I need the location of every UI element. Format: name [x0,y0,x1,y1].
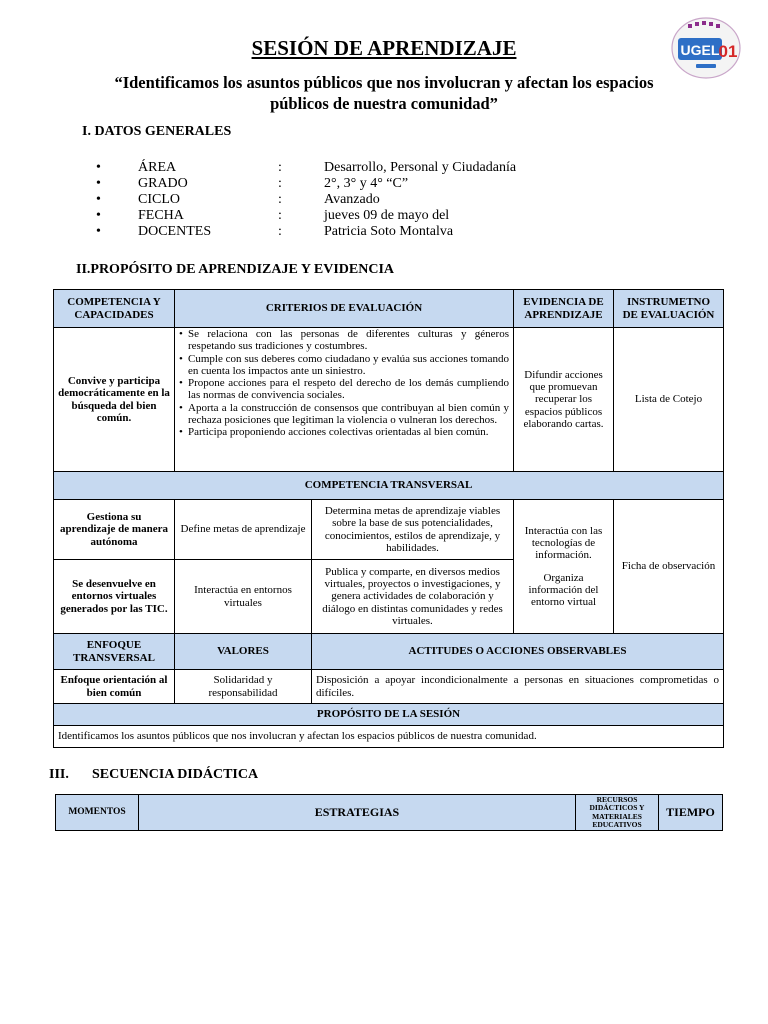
transversal-instrumento-cell: Ficha de observación [614,500,724,634]
datos-separator: : [278,192,282,207]
datos-value: 2°, 3° y 4° “C” [324,176,409,191]
header-instrumento: INSTRUMETNO DE EVALUACIÓN [614,290,724,328]
datos-value: Patricia Soto Montalva [324,224,454,239]
valores-cell: Solidaridad y responsabilidad [175,670,312,704]
transversal-evidencia-text: Organiza información del entorno virtual [528,571,599,609]
datos-label: GRADO [138,176,188,191]
criterios-list [179,328,509,439]
transversal-capacidad-cell: Define metas de aprendizaje [175,500,312,560]
datos-separator: : [278,176,282,191]
transversal-competencia-cell: Se desenvuelve en entornos virtuales generados por las TIC. [54,560,175,634]
enfoque-cell: Enfoque orientación al bien común [54,670,175,704]
competencia-cell: Convive y participa democráticamente en la búsqueda del bien común. [54,328,175,472]
list-item: • Aporta a la construcción de consensos que contribuyan al bien común y rechaza posiciones que legitiman la violencia o vulneran los derechos. [188,402,509,427]
list-item: • Participa proponiendo acciones colectivas orientadas al bien común. [188,426,509,438]
datos-label: CICLO [138,192,180,207]
header-actitudes: ACTITUDES O ACCIONES OBSERVABLES [312,634,724,670]
datos-value: Desarrollo, Personal y Ciudadanía [324,160,517,175]
header-valores: VALORES [175,634,312,670]
evidencia-cell: Difundir acciones que promuevan recuperar los espacios públicos elaborando cartas. [514,328,614,472]
transversal-criterio-cell: Publica y comparte, en diversos medios virtuales, proyectos o investigaciones, y genera actividades de colaboración y diálogo en distintas comunidades y redes virtuales. [312,560,514,634]
proposito-sesion-cell: Identificamos los asuntos públicos que nos involucran y afectan los espacios públicos de nuestra comunidad. [54,726,724,748]
page-title: SESIÓN DE APRENDIZAJE [251,36,517,60]
list-item: • Propone acciones para el respeto del derecho de los demás cumpliendo las normas de convivencia sociales. [188,377,509,402]
transversal-heading: COMPETENCIA TRANSVERSAL [54,472,724,500]
criterios-cell [175,328,514,472]
bullet-icon: • [96,224,101,239]
svg-text:01: 01 [718,42,738,61]
transversal-evidencia-text: Interactúa con las tecnologías de información. [524,524,603,562]
secuencia-table [55,794,723,831]
proposito-table [53,289,724,748]
proposito-sesion-heading: PROPÓSITO DE LA SESIÓN [54,704,724,726]
session-subtitle: “Identificamos los asuntos públicos que nos involucran y afectan los espacios públicos de nuestra comunidad” [114,73,654,113]
header-recursos: RECURSOS DIDÁCTICOS Y MATERIALES EDUCATIVOS [576,795,659,831]
header-criterios: CRITERIOS DE EVALUACIÓN [175,290,514,328]
bullet-icon: • [96,160,101,175]
header-competencia: COMPETENCIA Y CAPACIDADES [54,290,175,328]
datos-value: Avanzado [324,192,380,207]
list-item: • Cumple con sus deberes como ciudadano y evalúa sus acciones tomando en cuenta los impactos ante un siniestro. [188,353,509,378]
header-momentos: MOMENTOS [56,795,139,831]
datos-label: DOCENTES [138,224,212,239]
datos-label: ÁREA [138,160,177,175]
bullet-icon: • [96,192,101,207]
datos-separator: : [278,160,282,175]
ugel-logo [670,16,742,80]
proposito-heading: II.PROPÓSITO DE APRENDIZAJE Y EVIDENCIA [76,262,395,277]
datos-generales-heading: I. DATOS GENERALES [82,124,232,139]
datos-separator: : [278,224,282,239]
datos-separator: : [278,208,282,223]
instrumento-cell: Lista de Cotejo [614,328,724,472]
transversal-competencia-cell: Gestiona su aprendizaje de manera autónoma [54,500,175,560]
secuencia-number: III. [49,767,69,782]
secuencia-heading [49,767,258,783]
datos-value: jueves 09 de mayo del [324,208,450,223]
list-item: • Se relaciona con las personas de diferentes culturas y géneros respetando sus tradiciones y costumbres. [188,328,509,353]
transversal-capacidad-cell: Interactúa en entornos virtuales [175,560,312,634]
header-tiempo: TIEMPO [659,795,723,831]
svg-text:UGEL: UGEL [680,42,720,58]
bullet-icon: • [96,176,101,191]
actitudes-cell: Disposición a apoyar incondicionalmente a personas en situaciones comprometidas o difíciles. [312,670,724,704]
header-evidencia: EVIDENCIA DE APRENDIZAJE [514,290,614,328]
secuencia-title: SECUENCIA DIDÁCTICA [92,767,259,782]
header-estrategias: ESTRATEGIAS [139,795,576,831]
header-enfoque: ENFOQUE TRANSVERSAL [54,634,175,670]
datos-label: FECHA [138,208,184,223]
bullet-icon: • [96,208,101,223]
transversal-evidencia-cell [514,500,614,634]
transversal-criterio-cell: Determina metas de aprendizaje viables sobre la base de sus potencialidades, conocimientos, estilos de aprendizaje, y habilidades. [312,500,514,560]
